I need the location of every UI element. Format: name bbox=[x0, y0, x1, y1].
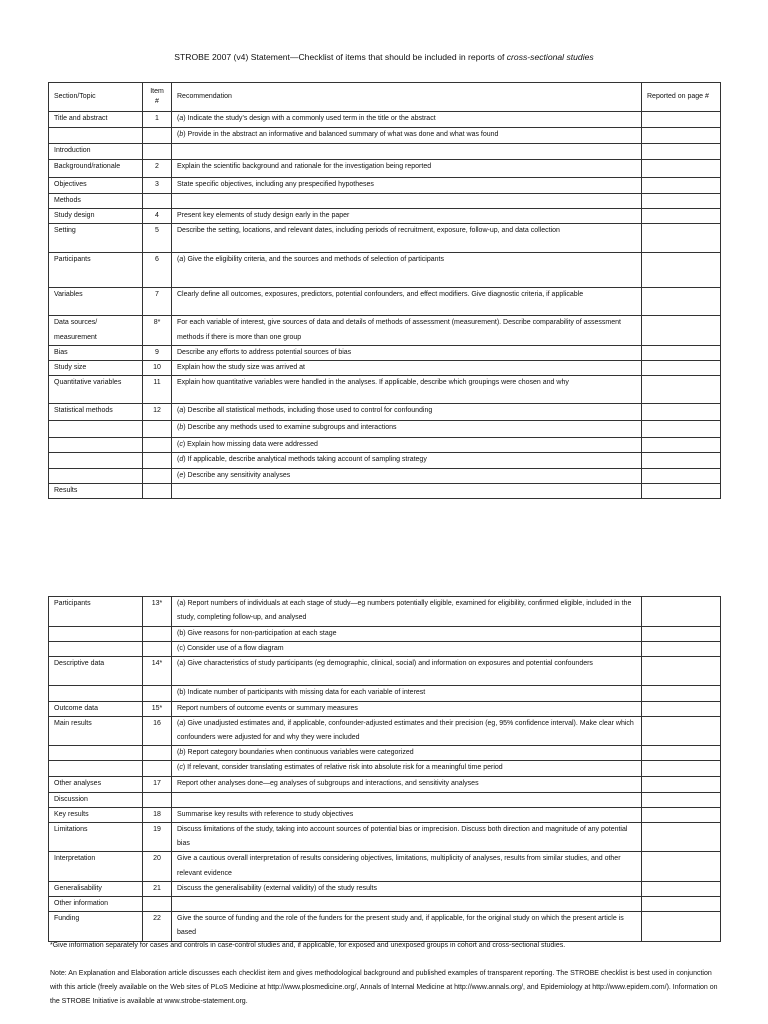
table-row bbox=[49, 823, 721, 852]
table-row bbox=[49, 361, 721, 376]
section-cell: Background/rationale bbox=[49, 160, 143, 178]
table-row bbox=[49, 627, 721, 642]
item-number-cell bbox=[143, 792, 172, 807]
item-number-cell: 1 bbox=[143, 112, 172, 128]
checklist-table-results bbox=[48, 596, 721, 942]
section-cell bbox=[49, 746, 143, 761]
recommendation-text: ) Indicate the study’s design with a commonly used term in the title or the abstract bbox=[183, 115, 436, 122]
recommendation-text: ) Describe all statistical methods, including those used to control for confounding bbox=[183, 407, 433, 415]
reported-page-cell[interactable] bbox=[642, 404, 721, 421]
recommendation-cell: Describe any efforts to address potential sources of bias bbox=[172, 345, 642, 360]
recommendation-text: ) Describe any sensitivity analyses bbox=[183, 471, 291, 479]
section-cell: Objectives bbox=[49, 178, 143, 194]
section-cell bbox=[49, 642, 143, 657]
table-row bbox=[49, 881, 721, 896]
sub-item-letter: a bbox=[179, 407, 184, 415]
reported-page-cell[interactable] bbox=[642, 761, 721, 776]
section-cell: Methods bbox=[49, 194, 143, 209]
reported-page-cell[interactable] bbox=[642, 160, 721, 178]
sub-item-letter: b bbox=[179, 131, 184, 138]
recommendation-cell: Explain how quantitative variables were handled in the analyses. If applicable, describe which groupings were chosen and why bbox=[172, 376, 642, 404]
recommendation-cell: Clearly define all outcomes, exposures, predictors, potential confounders, and effect modifiers. Give diagnostic criteria, if applicable bbox=[172, 288, 642, 316]
recommendation-text: ) Give unadjusted estimates and, if applicable, confounder-adjusted estimates and their precision (eg, 95% confidence interval). Make clear which confounders were adjusted for and why they were included bbox=[177, 719, 634, 742]
section-cell: Results bbox=[49, 483, 143, 498]
checklist-table-methods bbox=[48, 82, 721, 499]
item-number-cell bbox=[143, 686, 172, 701]
section-cell: Key results bbox=[49, 807, 143, 822]
section-cell: Introduction bbox=[49, 144, 143, 160]
item-number-cell bbox=[143, 746, 172, 761]
item-number-cell bbox=[143, 194, 172, 209]
item-number-cell bbox=[143, 128, 172, 144]
reported-page-cell[interactable] bbox=[642, 597, 721, 627]
recommendation-cell bbox=[172, 112, 642, 128]
recommendation-cell bbox=[172, 792, 642, 807]
table-row bbox=[49, 657, 721, 686]
reported-page-cell[interactable] bbox=[642, 657, 721, 686]
recommendation-text: ) Report category boundaries when continuous variables were categorized bbox=[183, 749, 414, 757]
table-row bbox=[49, 209, 721, 224]
recommendation-cell bbox=[172, 468, 642, 483]
item-number-cell: 8* bbox=[143, 316, 172, 345]
section-cell: Interpretation bbox=[49, 852, 143, 881]
item-number-cell: 4 bbox=[143, 209, 172, 224]
item-number-cell bbox=[143, 761, 172, 776]
footnote: *Give information separately for cases and controls in case-control studies and, if applicable, for exposed and unexposed groups in cohort and cross-sectional studies. bbox=[50, 942, 566, 949]
item-number-cell bbox=[143, 421, 172, 438]
recommendation-cell bbox=[172, 438, 642, 453]
reported-page-cell[interactable] bbox=[642, 701, 721, 716]
section-cell: Study design bbox=[49, 209, 143, 224]
section-cell: Descriptive data bbox=[49, 657, 143, 686]
section-cell: Participants bbox=[49, 597, 143, 627]
item-number-cell bbox=[143, 483, 172, 498]
paren-open: ( bbox=[177, 424, 180, 432]
table-row bbox=[49, 288, 721, 316]
table-row bbox=[49, 316, 721, 345]
reported-page-cell[interactable] bbox=[642, 128, 721, 144]
table-row bbox=[49, 224, 721, 253]
paren-open: ( bbox=[177, 441, 180, 449]
item-number-cell: 11 bbox=[143, 376, 172, 404]
recommendation-text: ) Provide in the abstract an informative and balanced summary of what was done and what was found bbox=[183, 131, 499, 138]
reported-page-cell[interactable] bbox=[642, 852, 721, 881]
header-item: Item # bbox=[143, 83, 172, 112]
recommendation-cell: Report other analyses done—eg analyses of subgroups and interactions, and sensitivity analyses bbox=[172, 776, 642, 792]
section-cell bbox=[49, 421, 143, 438]
table-row bbox=[49, 716, 721, 745]
table-row bbox=[49, 597, 721, 627]
reported-page-cell[interactable] bbox=[642, 361, 721, 376]
header-reported-page: Reported on page # bbox=[642, 83, 721, 112]
item-number-cell: 7 bbox=[143, 288, 172, 316]
item-number-cell: 13* bbox=[143, 597, 172, 627]
reported-page-cell[interactable] bbox=[642, 776, 721, 792]
reported-page-cell[interactable] bbox=[642, 912, 721, 941]
reported-page-cell[interactable] bbox=[642, 438, 721, 453]
recommendation-cell bbox=[172, 483, 642, 498]
item-number-cell bbox=[143, 453, 172, 468]
header-section: Section/Topic bbox=[49, 83, 143, 112]
section-cell: Title and abstract bbox=[49, 112, 143, 128]
reported-page-cell[interactable] bbox=[642, 421, 721, 438]
table-row bbox=[49, 421, 721, 438]
reported-page-cell[interactable] bbox=[642, 112, 721, 128]
reported-page-cell[interactable] bbox=[642, 483, 721, 498]
header-recommendation: Recommendation bbox=[172, 83, 642, 112]
recommendation-cell: Report numbers of outcome events or summary measures bbox=[172, 701, 642, 716]
section-cell bbox=[49, 468, 143, 483]
recommendation-cell: Give the source of funding and the role of the funders for the present study and, if applicable, for the original study on which the present article is based bbox=[172, 912, 642, 941]
item-number-cell bbox=[143, 144, 172, 160]
item-number-cell: 21 bbox=[143, 881, 172, 896]
paren-open: ( bbox=[177, 456, 180, 464]
table-row bbox=[49, 776, 721, 792]
table-row bbox=[49, 376, 721, 404]
item-number-cell: 14* bbox=[143, 657, 172, 686]
section-cell: Funding bbox=[49, 912, 143, 941]
item-number-cell bbox=[143, 642, 172, 657]
reported-page-cell[interactable] bbox=[642, 224, 721, 253]
reported-page-cell[interactable] bbox=[642, 716, 721, 745]
reported-page-cell[interactable] bbox=[642, 627, 721, 642]
reported-page-cell[interactable] bbox=[642, 823, 721, 852]
section-cell bbox=[49, 686, 143, 701]
section-cell: Data sources/ measurement bbox=[49, 316, 143, 345]
recommendation-cell bbox=[172, 253, 642, 288]
table-row bbox=[49, 194, 721, 209]
sub-item-letter: a bbox=[179, 115, 184, 122]
recommendation-cell: Discuss the generalisability (external validity) of the study results bbox=[172, 881, 642, 896]
table-row bbox=[49, 852, 721, 881]
recommendation-cell: (b) Give reasons for non-participation at each stage bbox=[172, 627, 642, 642]
table-row bbox=[49, 128, 721, 144]
item-number-cell: 22 bbox=[143, 912, 172, 941]
section-cell: Bias bbox=[49, 345, 143, 360]
reported-page-cell[interactable] bbox=[642, 209, 721, 224]
item-number-cell: 9 bbox=[143, 345, 172, 360]
reported-page-cell[interactable] bbox=[642, 178, 721, 194]
table-row bbox=[49, 404, 721, 421]
section-cell: Other analyses bbox=[49, 776, 143, 792]
recommendation-cell: (a) Report numbers of individuals at each stage of study—eg numbers potentially eligible, examined for eligibility, confirmed eligible, included in the study, completing follow-up, and analysed bbox=[172, 597, 642, 627]
recommendation-cell: State specific objectives, including any prespecified hypotheses bbox=[172, 178, 642, 194]
table-row bbox=[49, 746, 721, 761]
reported-page-cell[interactable] bbox=[642, 897, 721, 912]
table-row bbox=[49, 468, 721, 483]
section-cell: Limitations bbox=[49, 823, 143, 852]
recommendation-cell bbox=[172, 716, 642, 745]
item-number-cell: 3 bbox=[143, 178, 172, 194]
recommendation-cell: Explain the scientific background and rationale for the investigation being reported bbox=[172, 160, 642, 178]
recommendation-cell: Describe the setting, locations, and relevant dates, including periods of recruitment, exposure, follow-up, and data collection bbox=[172, 224, 642, 253]
section-cell: Setting bbox=[49, 224, 143, 253]
table-row bbox=[49, 144, 721, 160]
recommendation-cell bbox=[172, 897, 642, 912]
recommendation-cell: Present key elements of study design early in the paper bbox=[172, 209, 642, 224]
sub-item-letter: e bbox=[179, 471, 184, 479]
item-number-cell: 6 bbox=[143, 253, 172, 288]
item-number-cell bbox=[143, 438, 172, 453]
table-row bbox=[49, 345, 721, 360]
explanation-note: Note: An Explanation and Elaboration article discusses each checklist item and gives methodological background and published examples of transparent reporting. The STROBE checklist is best used in conjunction with this article (freely available on the Web sites of PLoS Medicine at http://www.plosmedicine.org/, Annals of Internal Medicine at http://www.annals.org/, and Epidemiology at http://www.epidem.com/). Information on the STROBE Initiative is available at www.strobe-statement.org. bbox=[50, 970, 718, 1005]
recommendation-text: ) Describe any methods used to examine subgroups and interactions bbox=[183, 424, 397, 432]
recommendation-cell bbox=[172, 128, 642, 144]
title-italic: cross-sectional studies bbox=[506, 52, 594, 62]
item-number-cell: 16 bbox=[143, 716, 172, 745]
sub-item-letter: a bbox=[179, 256, 184, 264]
table-row bbox=[49, 912, 721, 941]
sub-item-letter: b bbox=[179, 749, 184, 757]
table-row bbox=[49, 701, 721, 716]
section-cell bbox=[49, 128, 143, 144]
document-title bbox=[0, 52, 768, 62]
item-number-cell: 10 bbox=[143, 361, 172, 376]
recommendation-cell: (a) Give characteristics of study participants (eg demographic, clinical, social) and information on exposures and potential confounders bbox=[172, 657, 642, 686]
section-cell: Main results bbox=[49, 716, 143, 745]
section-cell bbox=[49, 627, 143, 642]
paren-open: ( bbox=[177, 764, 180, 772]
reported-page-cell[interactable] bbox=[642, 316, 721, 345]
reported-page-cell[interactable] bbox=[642, 686, 721, 701]
table-row bbox=[49, 807, 721, 822]
table-row bbox=[49, 686, 721, 701]
paren-open: ( bbox=[177, 131, 180, 138]
recommendation-cell bbox=[172, 453, 642, 468]
item-number-cell: 5 bbox=[143, 224, 172, 253]
paren-open: ( bbox=[177, 471, 180, 479]
recommendation-cell: (c) Consider use of a flow diagram bbox=[172, 642, 642, 657]
table-row bbox=[49, 792, 721, 807]
recommendation-cell bbox=[172, 144, 642, 160]
item-number-cell bbox=[143, 897, 172, 912]
reported-page-cell[interactable] bbox=[642, 194, 721, 209]
section-cell: Outcome data bbox=[49, 701, 143, 716]
recommendation-cell: For each variable of interest, give sources of data and details of methods of assessment (measurement). Describe comparability of assessment methods if there is more than one group bbox=[172, 316, 642, 345]
section-cell: Participants bbox=[49, 253, 143, 288]
recommendation-cell bbox=[172, 746, 642, 761]
item-number-cell: 12 bbox=[143, 404, 172, 421]
table-row bbox=[49, 178, 721, 194]
recommendation-text: ) Give the eligibility criteria, and the sources and methods of selection of participants bbox=[183, 256, 444, 264]
reported-page-cell[interactable] bbox=[642, 468, 721, 483]
table-row bbox=[49, 483, 721, 498]
reported-page-cell[interactable] bbox=[642, 642, 721, 657]
recommendation-cell: Explain how the study size was arrived at bbox=[172, 361, 642, 376]
recommendation-cell: Give a cautious overall interpretation of results considering objectives, limitations, multiplicity of analyses, results from similar studies, and other relevant evidence bbox=[172, 852, 642, 881]
table-row bbox=[49, 897, 721, 912]
reported-page-cell[interactable] bbox=[642, 807, 721, 822]
sub-item-letter: c bbox=[179, 441, 183, 449]
reported-page-cell[interactable] bbox=[642, 453, 721, 468]
paren-open: ( bbox=[177, 256, 180, 264]
reported-page-cell[interactable] bbox=[642, 144, 721, 160]
paren-open: ( bbox=[177, 115, 180, 122]
item-number-cell bbox=[143, 627, 172, 642]
recommendation-text: ) If applicable, describe analytical methods taking account of sampling strategy bbox=[183, 456, 427, 464]
reported-page-cell[interactable] bbox=[642, 376, 721, 404]
recommendation-cell: Discuss limitations of the study, taking into account sources of potential bias or imprecision. Discuss both direction and magnitude of any potential bias bbox=[172, 823, 642, 852]
section-cell: Other information bbox=[49, 897, 143, 912]
section-cell: Statistical methods bbox=[49, 404, 143, 421]
table-row bbox=[49, 160, 721, 178]
recommendation-cell bbox=[172, 421, 642, 438]
item-number-cell: 17 bbox=[143, 776, 172, 792]
section-cell: Study size bbox=[49, 361, 143, 376]
recommendation-text: ) Explain how missing data were addressed bbox=[182, 441, 318, 449]
item-number-cell: 2 bbox=[143, 160, 172, 178]
reported-page-cell[interactable] bbox=[642, 253, 721, 288]
sub-item-letter: c bbox=[179, 764, 183, 772]
table-row bbox=[49, 112, 721, 128]
table-row bbox=[49, 438, 721, 453]
recommendation-cell bbox=[172, 404, 642, 421]
table-row bbox=[49, 642, 721, 657]
item-number-cell: 19 bbox=[143, 823, 172, 852]
section-cell bbox=[49, 438, 143, 453]
paren-open: ( bbox=[177, 407, 180, 415]
reported-page-cell[interactable] bbox=[642, 288, 721, 316]
paren-open: ( bbox=[177, 719, 180, 727]
recommendation-cell: Summarise key results with reference to study objectives bbox=[172, 807, 642, 822]
recommendation-cell bbox=[172, 761, 642, 776]
sub-item-letter: d bbox=[179, 456, 184, 464]
item-number-cell: 15* bbox=[143, 701, 172, 716]
reported-page-cell[interactable] bbox=[642, 345, 721, 360]
item-number-cell: 18 bbox=[143, 807, 172, 822]
sub-item-letter: a bbox=[179, 719, 184, 727]
section-cell: Variables bbox=[49, 288, 143, 316]
section-cell bbox=[49, 453, 143, 468]
table-row bbox=[49, 253, 721, 288]
table-header-row bbox=[49, 83, 721, 112]
section-cell: Quantitative variables bbox=[49, 376, 143, 404]
item-number-cell bbox=[143, 468, 172, 483]
reported-page-cell[interactable] bbox=[642, 792, 721, 807]
recommendation-text: ) If relevant, consider translating estimates of relative risk into absolute risk for a meaningful time period bbox=[182, 764, 503, 772]
section-cell bbox=[49, 761, 143, 776]
reported-page-cell[interactable] bbox=[642, 881, 721, 896]
reported-page-cell[interactable] bbox=[642, 746, 721, 761]
recommendation-cell bbox=[172, 194, 642, 209]
table-row bbox=[49, 453, 721, 468]
recommendation-cell: (b) Indicate number of participants with missing data for each variable of interest bbox=[172, 686, 642, 701]
section-cell: Generalisability bbox=[49, 881, 143, 896]
section-cell: Discussion bbox=[49, 792, 143, 807]
paren-open: ( bbox=[177, 749, 180, 757]
title-main: STROBE 2007 (v4) Statement—Checklist of items that should be included in reports of bbox=[174, 52, 507, 62]
item-number-cell: 20 bbox=[143, 852, 172, 881]
sub-item-letter: b bbox=[179, 424, 184, 432]
table-row bbox=[49, 761, 721, 776]
